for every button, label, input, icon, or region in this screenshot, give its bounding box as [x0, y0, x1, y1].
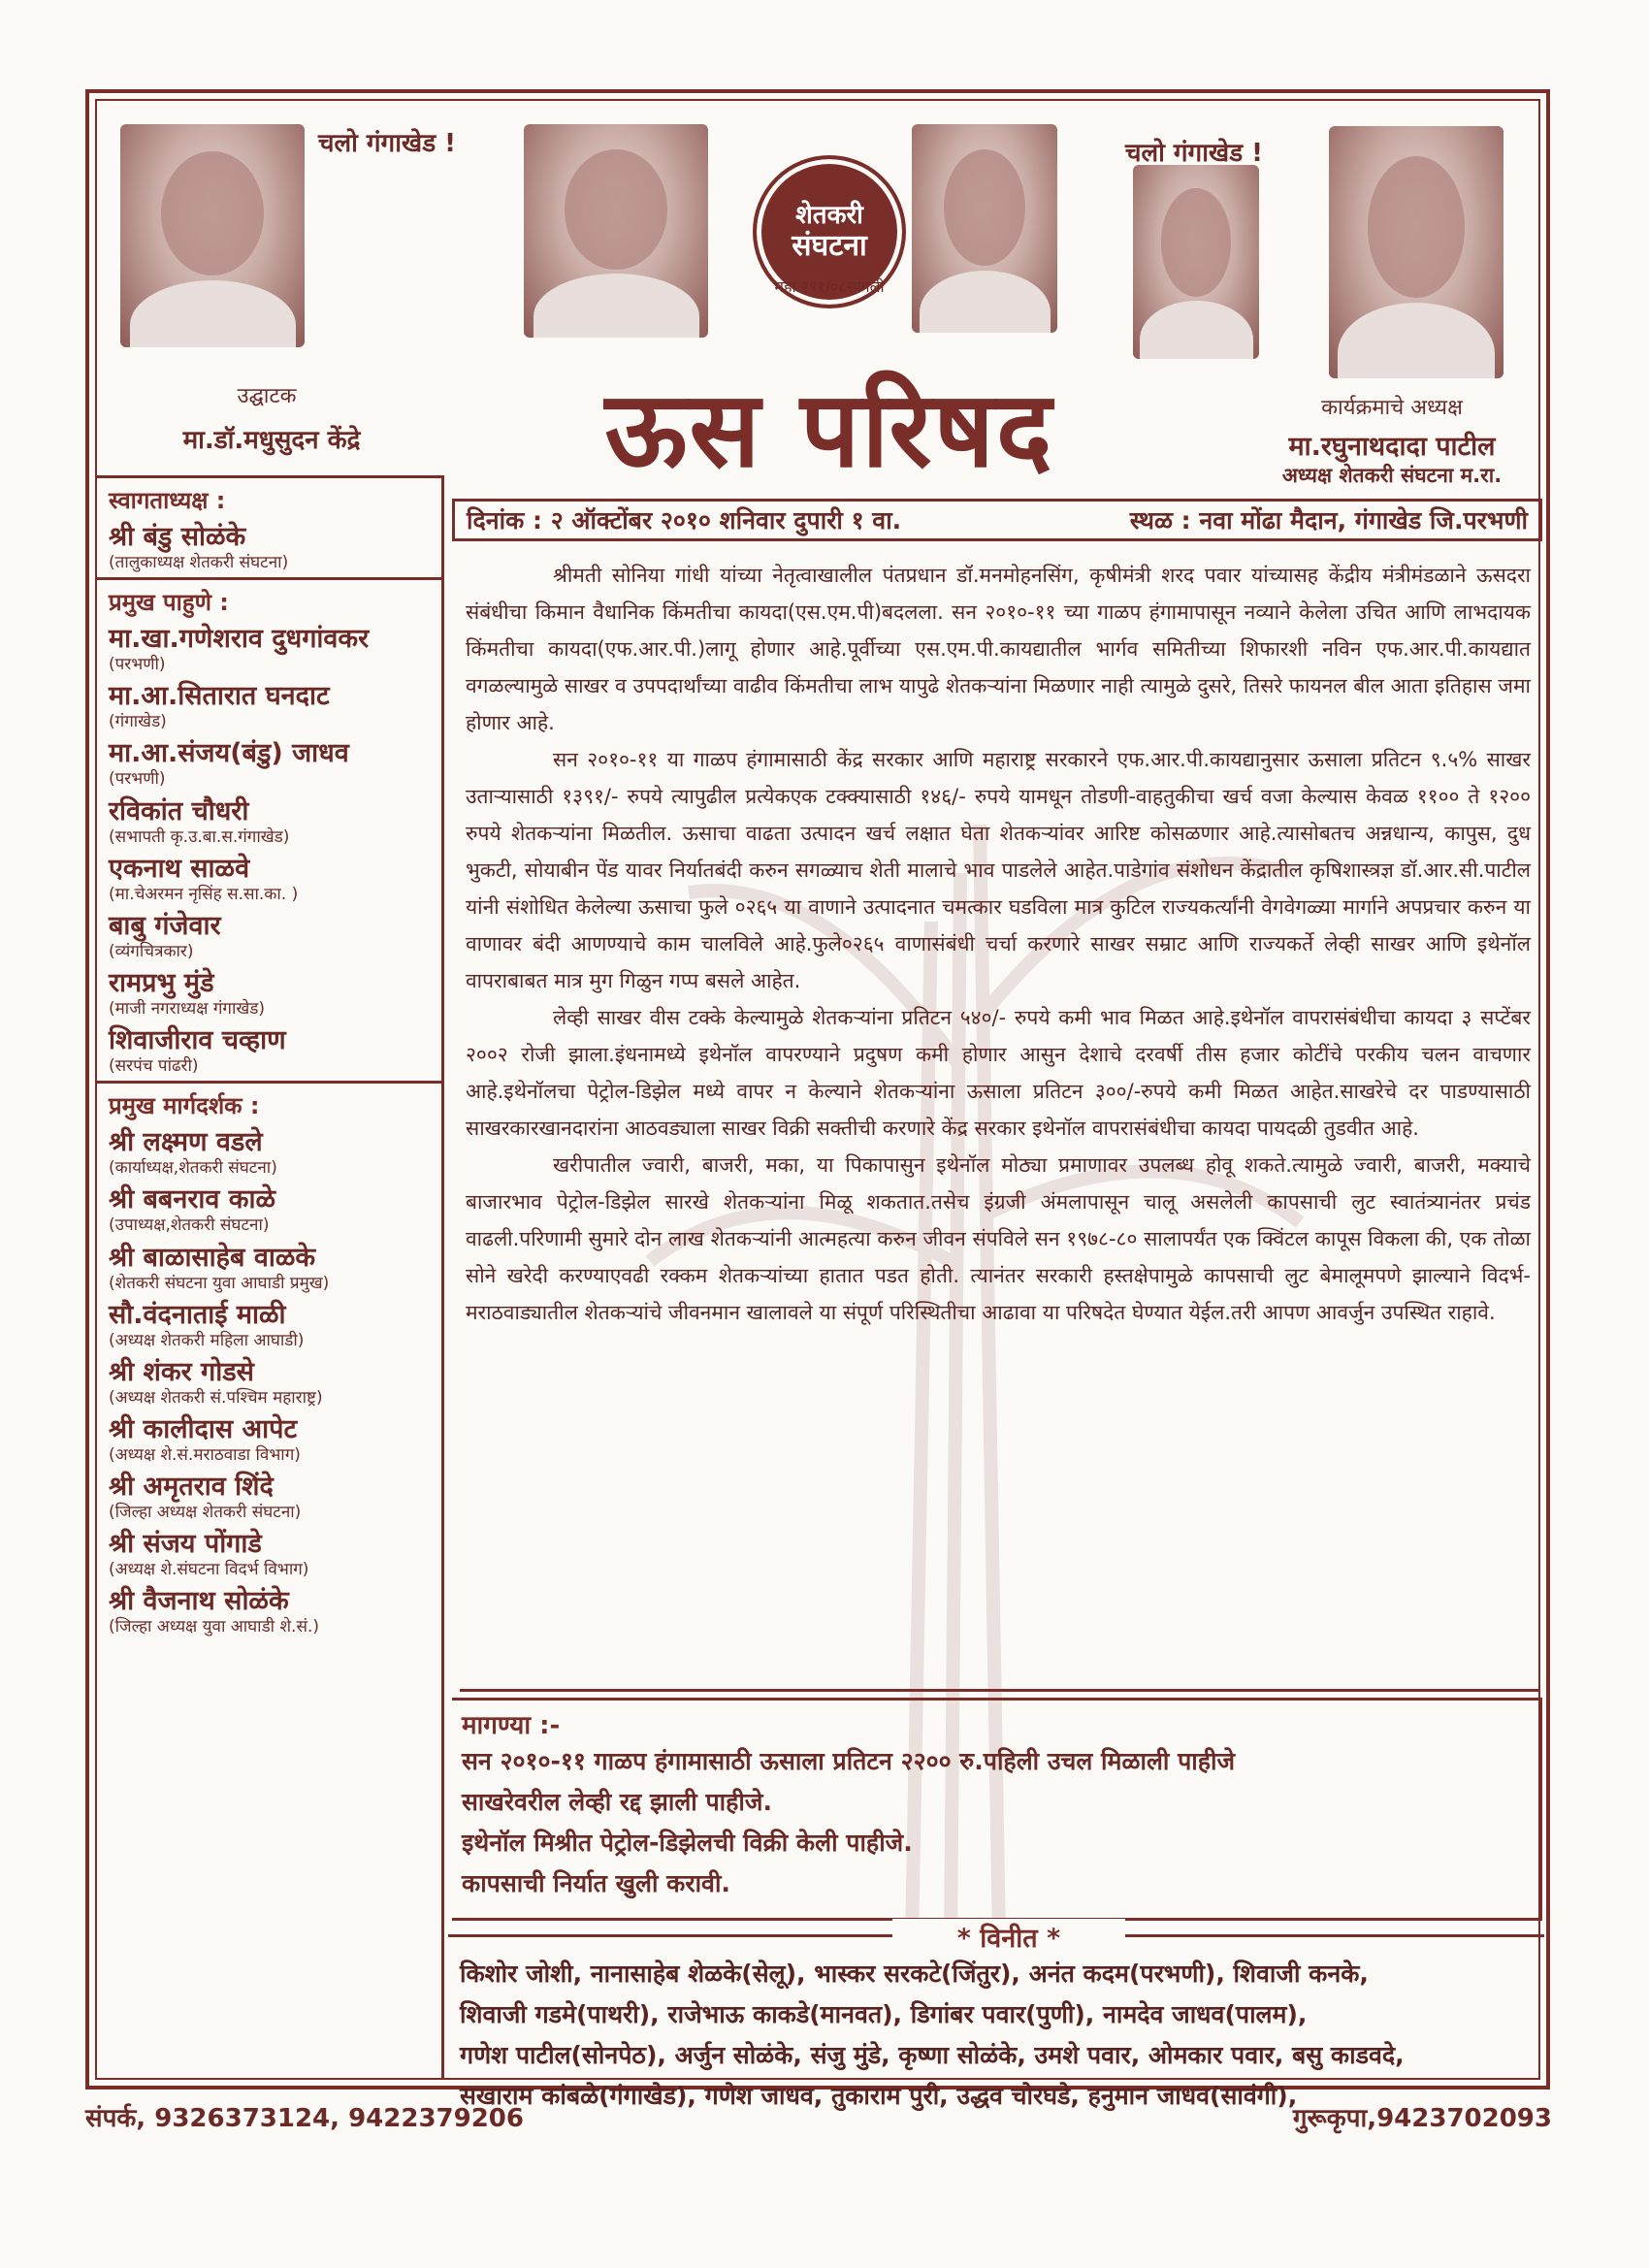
supporters-line: शिवाजी गडमे(पाथरी), राजेभाऊ काकडे(मानवत), डिगांबर पवार(पुणी), नामदेव जाधव(पालम),: [460, 2000, 1308, 2028]
person-title: (परभणी): [109, 769, 166, 790]
event-date: दिनांक : २ ऑक्टोंबर २०१० शनिवार दुपारी १ वा.: [467, 506, 902, 535]
person-title: (शेतकरी संघटना युवा आघाडी प्रमुख): [109, 1273, 330, 1293]
event-venue: स्थळ : नवा मोंढा मैदान, गंगाखेड जि.परभणी: [1129, 506, 1528, 535]
contact-numbers: संपर्क, 9326373124, 9422379206: [85, 2104, 524, 2133]
demand-item: इथेनॉल मिश्रीत पेट्रोल-डिझेलची विक्री केली पाहीजे.: [462, 1829, 913, 1857]
inaugurator-name: मा.डॉ.मधुसुदन केंद्रे: [182, 426, 361, 455]
paragraph: सन २०१०-११ या गाळप हंगामासाठी केंद्र सरकार आणि महाराष्ट्र सरकारने एफ.आर.पी.कायद्यानुसार ऊसाला प्रतिटन ९.५% साखर उताऱ्यासाठी १३९१/- रुपये त्यापुढील प्रत्येकएक टक्क्यासाठी १४६/- रुपये यामधून तोडणी-वाहतुकीचा खर्च वजा केल्यास केवळ ११०० ते १२०० रुपये शेतकऱ्यांना मिळतील. ऊसाचा वाढता उत्पादन खर्च लक्षात घेता शेतकऱ्यांवर आरिष्ट कोसळणार आहे.त्यासोबतच अन्नधान्य, कापुस, दुध भुकटी, सोयाबीन पेंड यावर निर्यातबंदी करुन सगळ्याच शेती मालाचे भाव पाडलेले आहेत.पाडेगांव संशोधन केंद्रातील कृषिशास्त्रज्ञ डॉ.आर.सी.पाटील यांनी संशोधित केलेल्या ऊसाचा फुले ०२६५ या वाणाने उत्पादनात चमत्कार घडविला मात्र कुटिल राज्यकर्त्यांनी वेगवेगळ्या मार्गाने अपप्रचार करुन या वाणावर बंदी आणण्याचे काम चालविले आहे.फुले०२६५ वाणासंबंधी चर्चा करणारे साखर सम्राट आणि राज्यकर्ते लेव्ही साखर आणि इथेनॉल वापराबाबत मात्र मुग गिळुन गप्प बसले आहेत.: [466, 748, 1531, 992]
portrait-inaugurator: [120, 124, 305, 347]
paragraph: श्रीमती सोनिया गांधी यांच्या नेतृत्वाखालील पंतप्रधान डॉ.मनमोहनसिंग, कृषीमंत्री शरद पवार यांच्यासह केंद्रीय मंत्रीमंडळाने ऊसदरा संबंधीचा किमान वैधानिक किंमतीचा कायदा(एस.एम.पी)बदलला. सन २०१०-११ च्या गाळप हंगामापासून नव्याने केलेला उचित आणि लाभदायक किंमतीचा कायदा(एफ.आर.पी.)लागू होणार आहे.पूर्वीच्या एस.एम.पी.कायद्यातील भार्गव समितीच्या शिफारशी नविन एफ.आर.पी.कायद्यात वगळल्यामुळे साखर व उपपदार्थांच्या वाढीव किंमतीचा लाभ यापुढे शेतकऱ्यांना मिळणार नाही त्यामुळे दुसरे, तिसरे फायनल बील आता इतिहास जमा होणार आहे.: [466, 564, 1531, 734]
person-title: (गंगाखेड): [109, 712, 167, 732]
person-title: (उपाध्यक्ष,शेतकरी संघटना): [109, 1215, 270, 1236]
person-name: श्री अमृतराव शिंदे: [109, 1472, 274, 1503]
supporters-line: गणेश पाटील(सोनपेठ), अर्जुन सोळंके, संजु मुंडे, कृष्णा सोळंके, उमशे पवार, ओमकार पवार, बसु काडवदे,: [460, 2041, 1405, 2069]
registration-number: महा.२९१/०८सांगली: [774, 277, 885, 296]
slogan-left: चलो गंगाखेड !: [318, 129, 457, 158]
inaugurator-role: उद्घाटक: [237, 384, 297, 408]
demands-heading: मागण्या :-: [462, 1711, 561, 1740]
person-title: (सरपंच पांढरी): [109, 1056, 199, 1077]
logo-text-2: संघटना: [792, 228, 867, 263]
demand-item: कापसाची निर्यात खुली करावी.: [462, 1869, 730, 1897]
person-name: मा.आ.सितारात घनदाट: [109, 681, 330, 712]
demands-box: [452, 1698, 1542, 1921]
person-title: (जिल्हा अध्यक्ष शेतकरी संघटना): [109, 1503, 302, 1523]
portrait-2: [524, 124, 708, 338]
person-name: श्री वैजनाथ सोळंके: [109, 1586, 289, 1617]
guides-section: [97, 1084, 441, 1641]
person-name: श्री बंडु सोळंके: [109, 522, 246, 552]
person-name: शिवाजीराव चव्हाण: [109, 1025, 286, 1056]
person-name: श्री कालीदास आपेट: [109, 1413, 298, 1444]
guides-heading: प्रमुख मार्गदर्शक :: [109, 1092, 260, 1120]
person-title: (कार्याध्यक्ष,शेतकरी संघटना): [109, 1158, 277, 1179]
vinit-heading: * विनीत *: [892, 1919, 1125, 1955]
supporters-list: [460, 1954, 1536, 2117]
portrait-president: [1329, 126, 1504, 378]
person-name: बाबु गंजेवार: [109, 910, 221, 941]
person-title: (माजी नगराध्यक्ष गंगाखेड): [109, 999, 266, 1020]
person-name: श्री बबनराव काळे: [109, 1184, 276, 1215]
person-title: (व्यंगचित्रकार): [109, 941, 194, 961]
sidebar: [97, 475, 444, 2078]
president-name: मा.रघुनाथदादा पाटील: [1288, 432, 1496, 462]
person-title: (सभापती कृ.उ.बा.स.गंगाखेड): [109, 826, 290, 847]
president-role: कार्यक्रमाचे अध्यक्ष: [1321, 396, 1463, 420]
person-title: (अध्यक्ष शेतकरी महिला आघाडी): [109, 1330, 305, 1350]
supporters-line: किशोर जोशी, नानासाहेब शेळके(सेलू), भास्कर सरकटे(जिंतुर), अनंत कदम(परभणी), शिवाजी कनके,: [460, 1960, 1369, 1988]
welcome-section: [97, 478, 441, 580]
person-title: (जिल्हा अध्यक्ष युवा आघाडी शे.सं.): [109, 1617, 319, 1637]
portrait-4: [1133, 165, 1259, 359]
person-title: (परभणी): [109, 655, 166, 675]
paragraph: खरीपातील ज्वारी, बाजरी, मका, या पिकापासुन इथेनॉल मोठ्या प्रमाणावर उपलब्ध होवू शकते.त्यामुळे ज्वारी, बाजरी, मक्याचे बाजारभाव पेट्रोल-डिझेल सारखे शेतकऱ्यांना मिळू शकतात.तसेच इंग्रजी अंमलापासून चालू असलेली कापसाची लुट स्वातंत्र्यानंतर प्रचंड वाढली.परिणामी सुमारे दोन लाख शेतकऱ्यांनी आत्महत्या करुन जीवन संपविले सन १९७८-८० सालापर्यंत एक क्विंटल कापूस विकला की, एक तोळा सोने खरेदी करण्याएवढी रक्कम शेतकऱ्यांच्या हातात पडत होती. त्यानंतर सरकारी हस्तक्षेपामुळे कापसाची लुट बेमालूमपणे झाल्याने विदर्भ-मराठवाड्यातील शेतकऱ्यांचे जीवनमान खालावले या संपूर्ण परिस्थितीचा आढावा या परिषदेत घेण्यात येईल.तरी आपण आवर्जुन उपस्थित राहावे.: [466, 1153, 1531, 1324]
person-name: श्री शंकर गोडसे: [109, 1356, 254, 1387]
guests-section: [97, 580, 441, 1084]
person-name: श्री संजय पोंगाडे: [109, 1529, 262, 1560]
portrait-3: [912, 124, 1057, 333]
person-title: (तालुकाध्यक्ष शेतकरी संघटना): [109, 553, 289, 573]
person-name: श्री बाळासाहेब वाळके: [109, 1242, 316, 1273]
welcome-heading: स्वागताध्यक्ष :: [109, 487, 226, 514]
person-title: (अध्यक्ष शे.सं.मराठवाडा विभाग): [109, 1445, 301, 1466]
demand-item: सन २०१०-११ गाळप हंगामासाठी ऊसाला प्रतिटन २२०० रु.पहिली उचल मिळाली पाहीजे: [462, 1747, 1236, 1775]
paragraph: लेव्ही साखर वीस टक्के केल्यामुळे शेतकऱ्यांना प्रतिटन ५४०/- रुपये कमी भाव मिळत आहे.इथेनॉल वापरासंबंधीचा कायदा ३ सप्टेंबर २००२ रोजी झाला.इंधनामध्ये इथेनॉल वापरण्याने प्रदुषण कमी होणार आसुन देशाचे दरवर्षी तीस हजार कोटींचे परकीय चलन वाचणार आहे.इथेनॉलचा पेट्रोल-डिझेल मध्ये वापर न केल्याने शेतकऱ्यांना ऊसाला प्रतिटन ३००/-रुपये कमी मिळत आहेत.साखरेचे दर पाडण्यासाठी साखरकारखानदारांना आठवड्याला साखर विक्री सक्तीची करणारे केंद्र सरकार इथेनॉल वापरासंबंधीचा कायदा पायदळी तुडवीत आहे.: [466, 1006, 1531, 1140]
supporters-line: सखाराम कांबळे(गंगाखेड), गणेश जाधव, तुकाराम पुरी, उद्धव चोरघडे, हनुमान जाधव(सावंगी),: [460, 2082, 1298, 2110]
president-subtitle: अध्यक्ष शेतकरी संघटना म.रा.: [1281, 464, 1503, 487]
person-name: रामप्रभु मुंडे: [109, 967, 214, 998]
date-venue-bar: [452, 499, 1542, 541]
person-name: एकनाथ साळवे: [109, 853, 250, 884]
printer-credit: गुरूकृपा,9423702093: [1292, 2104, 1552, 2133]
person-title: (अध्यक्ष शेतकरी सं.पश्चिम महाराष्ट्र): [109, 1387, 323, 1408]
person-name: मा.खा.गणेशराव दुधगांवकर: [109, 624, 370, 655]
person-title: (अध्यक्ष शे.संघटना विदर्भ विभाग): [109, 1560, 309, 1580]
person-name: सौ.वंदनाताई माळी: [109, 1299, 286, 1330]
demand-item: साखरेवरील लेव्ही रद्द झाली पाहीजे.: [462, 1788, 772, 1816]
person-name: रविकांत चौधरी: [109, 795, 249, 826]
slogan-right: चलो गंगाखेड !: [1125, 139, 1264, 168]
page-title: ऊस परिषद: [604, 370, 1054, 491]
article-body: [460, 551, 1538, 1692]
person-name: मा.आ.संजय(बंडु) जाधव: [109, 738, 349, 769]
person-title: (मा.चेअरमन नृसिंह स.सा.का. ): [109, 884, 299, 904]
logo-text-1: शेतकरी: [795, 201, 863, 231]
guests-heading: प्रमुख पाहुणे :: [109, 589, 229, 617]
person-name: श्री लक्ष्मण वडले: [109, 1127, 263, 1158]
